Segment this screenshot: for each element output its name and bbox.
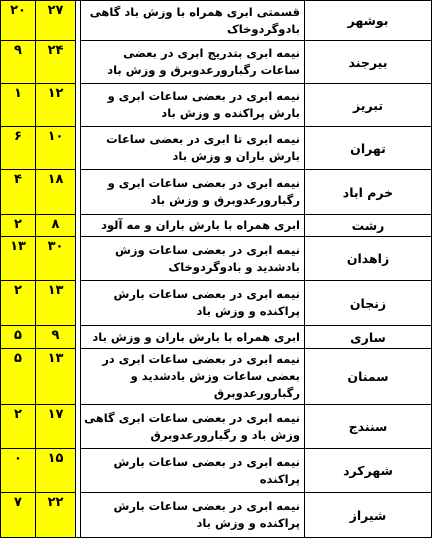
table-row [1, 84, 432, 127]
forecast-description: نیمه ابری در بعضی ساعات ابری در بعضی ساعات وزش بادشدید و رگبارورعدوبرق [81, 349, 305, 405]
table-row [1, 170, 432, 215]
city-name: تبریز [305, 84, 432, 127]
table-row [1, 326, 432, 349]
table-row [1, 281, 432, 326]
city-name: شیراز [305, 493, 432, 538]
max-temp-cell: ۱۸ [36, 170, 76, 215]
max-temp-cell: ۱۳ [36, 281, 76, 326]
table-row [1, 237, 432, 281]
max-temp-cell: ۲۴ [36, 41, 76, 84]
city-name: زاهدان [305, 237, 432, 281]
forecast-description: ابری همراه با بارش باران و مه آلود [81, 215, 305, 237]
max-temp-cell: ۱۷ [36, 405, 76, 449]
city-name: بیرجند [305, 41, 432, 84]
min-temp-cell: ۱ [1, 84, 36, 127]
min-temp-cell: ۰ [1, 449, 36, 493]
city-name: تهران [305, 127, 432, 170]
city-name: بوشهر [305, 1, 432, 41]
min-temp-cell: ۵ [1, 326, 36, 349]
forecast-description: نیمه ابری در بعضی ساعات وزش بادشدید و بادوگردوخاک [81, 237, 305, 281]
min-temp-cell: ۶ [1, 127, 36, 170]
table-row [1, 405, 432, 449]
table-row [1, 41, 432, 84]
table-row [1, 215, 432, 237]
table-row [1, 449, 432, 493]
city-name: شهرکرد [305, 449, 432, 493]
forecast-description: نیمه ابری تا ابری در بعضی ساعات بارش باران و وزش باد [81, 127, 305, 170]
city-name: سنندج [305, 405, 432, 449]
forecast-description: نیمه ابری در بعضی ساعات بارش پراکنده و وزش باد [81, 493, 305, 538]
city-name: ساری [305, 326, 432, 349]
forecast-description: قسمتی ابری همراه با وزش باد گاهی بادوگردوخاک [81, 1, 305, 41]
min-temp-cell: ۱۳ [1, 237, 36, 281]
max-temp-cell: ۳۰ [36, 237, 76, 281]
forecast-description: نیمه ابری در بعضی ساعات ابری و رگبارورعدوبرق و وزش باد [81, 170, 305, 215]
max-temp-cell: ۲۷ [36, 1, 76, 41]
max-temp-cell: ۸ [36, 215, 76, 237]
min-temp-cell: ۲ [1, 405, 36, 449]
city-name: زنجان [305, 281, 432, 326]
forecast-description: نیمه ابری بتدریج ابری در بعضی ساعات رگبارورعدوبرق و وزش باد [81, 41, 305, 84]
min-temp-cell: ۲ [1, 215, 36, 237]
max-temp-cell: ۱۲ [36, 84, 76, 127]
max-temp-cell: ۱۵ [36, 449, 76, 493]
forecast-description: ابری همراه با بارش باران و وزش باد [81, 326, 305, 349]
max-temp-cell: ۲۲ [36, 493, 76, 538]
table-row [1, 127, 432, 170]
forecast-description: نیمه ابری در بعضی ساعات ابری گاهی وزش باد و رگبارورعدوبرق [81, 405, 305, 449]
table-row [1, 349, 432, 405]
table-row [1, 1, 432, 41]
min-temp-cell: ۴ [1, 170, 36, 215]
max-temp-cell: ۱۰ [36, 127, 76, 170]
forecast-description: نیمه ابری در بعضی ساعات بارش پراکنده و وزش باد [81, 281, 305, 326]
max-temp-cell: ۱۳ [36, 349, 76, 405]
max-temp-cell: ۹ [36, 326, 76, 349]
table-row [1, 493, 432, 538]
min-temp-cell: ۷ [1, 493, 36, 538]
min-temp-cell: ۹ [1, 41, 36, 84]
city-name: رشت [305, 215, 432, 237]
min-temp-cell: ۲ [1, 281, 36, 326]
min-temp-cell: ۲۰ [1, 1, 36, 41]
forecast-description: نیمه ابری در بعضی ساعات ابری و بارش پراکنده و وزش باد [81, 84, 305, 127]
city-name: خرم اباد [305, 170, 432, 215]
forecast-description: نیمه ابری در بعضی ساعات بارش پراکنده [81, 449, 305, 493]
min-temp-cell: ۵ [1, 349, 36, 405]
city-name: سمنان [305, 349, 432, 405]
